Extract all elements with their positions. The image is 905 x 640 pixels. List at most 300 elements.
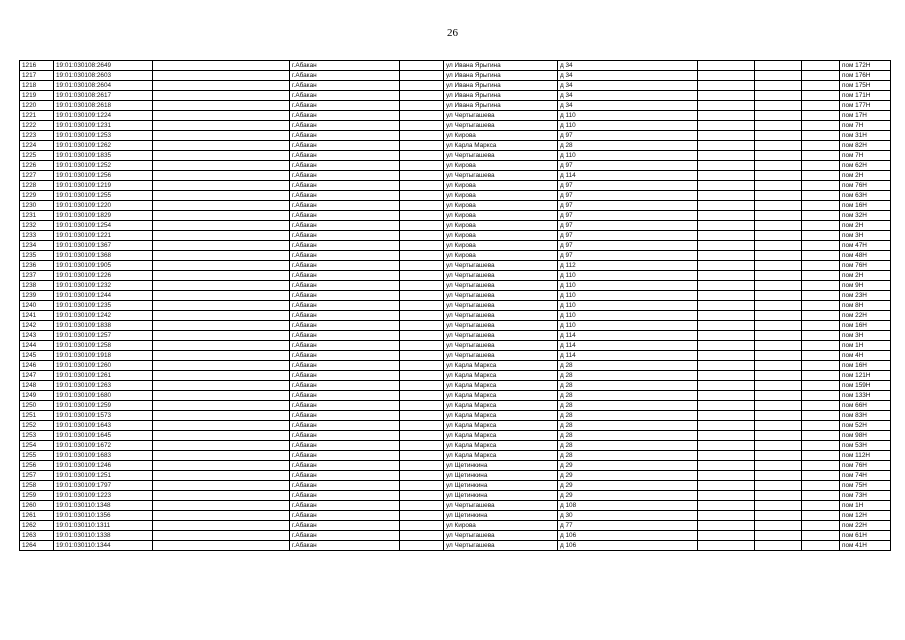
empty-cell <box>802 421 840 431</box>
cadastral-number-cell: 19:01:030109:1255 <box>54 191 153 201</box>
street-cell: ул Чертыгашева <box>444 281 558 291</box>
street-cell: ул Щетинкина <box>444 491 558 501</box>
cadastral-number-cell: 19:01:030109:1680 <box>54 391 153 401</box>
empty-cell <box>698 311 755 321</box>
empty-cell <box>153 431 290 441</box>
street-cell: ул Чертыгашева <box>444 121 558 131</box>
empty-cell <box>400 61 444 71</box>
empty-cell <box>802 451 840 461</box>
city-cell: г.Абакан <box>290 401 400 411</box>
row-number-cell: 1219 <box>20 91 54 101</box>
premises-cell: пом 75Н <box>840 481 891 491</box>
empty-cell <box>802 281 840 291</box>
empty-cell <box>153 451 290 461</box>
table-row <box>20 251 891 261</box>
empty-cell <box>755 511 802 521</box>
street-cell: ул Ивана Ярыгина <box>444 61 558 71</box>
premises-cell: пом 82Н <box>840 141 891 151</box>
city-cell: г.Абакан <box>290 521 400 531</box>
cadastral-number-cell: 19:01:030108:2617 <box>54 91 153 101</box>
row-number-cell: 1228 <box>20 181 54 191</box>
empty-cell <box>755 361 802 371</box>
empty-cell <box>400 111 444 121</box>
house-cell: д 28 <box>558 401 698 411</box>
row-number-cell: 1222 <box>20 121 54 131</box>
row-number-cell: 1217 <box>20 71 54 81</box>
empty-cell <box>802 311 840 321</box>
city-cell: г.Абакан <box>290 61 400 71</box>
city-cell: г.Абакан <box>290 141 400 151</box>
cadastral-number-cell: 19:01:030109:1244 <box>54 291 153 301</box>
empty-cell <box>802 231 840 241</box>
empty-cell <box>698 391 755 401</box>
cadastral-number-cell: 19:01:030110:1338 <box>54 531 153 541</box>
empty-cell <box>153 511 290 521</box>
empty-cell <box>153 351 290 361</box>
street-cell: ул Кирова <box>444 161 558 171</box>
empty-cell <box>153 301 290 311</box>
city-cell: г.Абакан <box>290 131 400 141</box>
empty-cell <box>755 211 802 221</box>
empty-cell <box>400 71 444 81</box>
city-cell: г.Абакан <box>290 311 400 321</box>
empty-cell <box>755 291 802 301</box>
row-number-cell: 1260 <box>20 501 54 511</box>
empty-cell <box>802 431 840 441</box>
city-cell: г.Абакан <box>290 71 400 81</box>
premises-cell: пом 8Н <box>840 301 891 311</box>
city-cell: г.Абакан <box>290 421 400 431</box>
empty-cell <box>802 491 840 501</box>
city-cell: г.Абакан <box>290 231 400 241</box>
empty-cell <box>400 211 444 221</box>
empty-cell <box>400 531 444 541</box>
house-cell: д 114 <box>558 351 698 361</box>
city-cell: г.Абакан <box>290 501 400 511</box>
empty-cell <box>755 321 802 331</box>
table-row <box>20 181 891 191</box>
premises-cell: пом 12Н <box>840 511 891 521</box>
house-cell: д 28 <box>558 421 698 431</box>
empty-cell <box>698 171 755 181</box>
empty-cell <box>153 141 290 151</box>
city-cell: г.Абакан <box>290 221 400 231</box>
city-cell: г.Абакан <box>290 121 400 131</box>
premises-cell: пом 22Н <box>840 521 891 531</box>
cadastral-number-cell: 19:01:030109:1683 <box>54 451 153 461</box>
empty-cell <box>400 381 444 391</box>
table-row <box>20 351 891 361</box>
empty-cell <box>802 171 840 181</box>
premises-cell: пом 74Н <box>840 471 891 481</box>
table-row <box>20 511 891 521</box>
row-number-cell: 1238 <box>20 281 54 291</box>
row-number-cell: 1257 <box>20 471 54 481</box>
empty-cell <box>153 251 290 261</box>
empty-cell <box>698 161 755 171</box>
city-cell: г.Абакан <box>290 91 400 101</box>
premises-cell: пом 66Н <box>840 401 891 411</box>
house-cell: д 110 <box>558 281 698 291</box>
house-cell: д 97 <box>558 221 698 231</box>
house-cell: д 30 <box>558 511 698 521</box>
street-cell: ул Щетинкина <box>444 461 558 471</box>
table-row <box>20 211 891 221</box>
empty-cell <box>400 451 444 461</box>
cadastral-number-cell: 19:01:030108:2649 <box>54 61 153 71</box>
empty-cell <box>698 71 755 81</box>
empty-cell <box>400 351 444 361</box>
empty-cell <box>802 241 840 251</box>
table-row <box>20 291 891 301</box>
empty-cell <box>755 471 802 481</box>
empty-cell <box>153 191 290 201</box>
street-cell: ул Карла Маркса <box>444 411 558 421</box>
empty-cell <box>802 351 840 361</box>
empty-cell <box>755 491 802 501</box>
row-number-cell: 1264 <box>20 541 54 551</box>
city-cell: г.Абакан <box>290 201 400 211</box>
house-cell: д 110 <box>558 311 698 321</box>
street-cell: ул Кирова <box>444 231 558 241</box>
empty-cell <box>802 61 840 71</box>
street-cell: ул Кирова <box>444 211 558 221</box>
cadastral-number-cell: 19:01:030110:1344 <box>54 541 153 551</box>
premises-cell: пом 9Н <box>840 281 891 291</box>
premises-cell: пом 16Н <box>840 321 891 331</box>
empty-cell <box>400 421 444 431</box>
empty-cell <box>698 201 755 211</box>
empty-cell <box>755 351 802 361</box>
city-cell: г.Абакан <box>290 531 400 541</box>
house-cell: д 28 <box>558 431 698 441</box>
street-cell: ул Ивана Ярыгина <box>444 91 558 101</box>
city-cell: г.Абакан <box>290 251 400 261</box>
premises-cell: пом 63Н <box>840 191 891 201</box>
cadastral-number-cell: 19:01:030109:1252 <box>54 161 153 171</box>
city-cell: г.Абакан <box>290 361 400 371</box>
cadastral-number-cell: 19:01:030110:1356 <box>54 511 153 521</box>
house-cell: д 97 <box>558 161 698 171</box>
house-cell: д 34 <box>558 91 698 101</box>
row-number-cell: 1247 <box>20 371 54 381</box>
table-row <box>20 81 891 91</box>
empty-cell <box>802 71 840 81</box>
row-number-cell: 1225 <box>20 151 54 161</box>
premises-cell: пом 53Н <box>840 441 891 451</box>
table-row <box>20 441 891 451</box>
empty-cell <box>400 181 444 191</box>
street-cell: ул Карла Маркса <box>444 141 558 151</box>
empty-cell <box>755 91 802 101</box>
street-cell: ул Карла Маркса <box>444 401 558 411</box>
empty-cell <box>755 401 802 411</box>
empty-cell <box>802 331 840 341</box>
cadastral-number-cell: 19:01:030109:1838 <box>54 321 153 331</box>
empty-cell <box>153 241 290 251</box>
table-row <box>20 381 891 391</box>
empty-cell <box>755 141 802 151</box>
house-cell: д 28 <box>558 371 698 381</box>
street-cell: ул Ивана Ярыгина <box>444 71 558 81</box>
table-row <box>20 161 891 171</box>
street-cell: ул Чертыгашева <box>444 171 558 181</box>
empty-cell <box>153 161 290 171</box>
empty-cell <box>153 101 290 111</box>
table-row <box>20 471 891 481</box>
street-cell: ул Карла Маркса <box>444 381 558 391</box>
empty-cell <box>755 381 802 391</box>
empty-cell <box>802 371 840 381</box>
premises-cell: пом 47Н <box>840 241 891 251</box>
empty-cell <box>802 501 840 511</box>
table-row <box>20 431 891 441</box>
row-number-cell: 1255 <box>20 451 54 461</box>
row-number-cell: 1261 <box>20 511 54 521</box>
empty-cell <box>698 421 755 431</box>
street-cell: ул Чертыгашева <box>444 111 558 121</box>
city-cell: г.Абакан <box>290 271 400 281</box>
empty-cell <box>153 111 290 121</box>
house-cell: д 108 <box>558 501 698 511</box>
row-number-cell: 1259 <box>20 491 54 501</box>
empty-cell <box>153 81 290 91</box>
row-number-cell: 1231 <box>20 211 54 221</box>
city-cell: г.Абакан <box>290 171 400 181</box>
row-number-cell: 1240 <box>20 301 54 311</box>
house-cell: д 29 <box>558 491 698 501</box>
city-cell: г.Абакан <box>290 331 400 341</box>
table-row <box>20 141 891 151</box>
premises-cell: пом 16Н <box>840 201 891 211</box>
city-cell: г.Абакан <box>290 291 400 301</box>
premises-cell: пом 32Н <box>840 211 891 221</box>
empty-cell <box>755 331 802 341</box>
empty-cell <box>755 151 802 161</box>
row-number-cell: 1242 <box>20 321 54 331</box>
empty-cell <box>802 81 840 91</box>
city-cell: г.Абакан <box>290 451 400 461</box>
city-cell: г.Абакан <box>290 261 400 271</box>
empty-cell <box>755 391 802 401</box>
empty-cell <box>698 111 755 121</box>
cadastral-number-cell: 19:01:030109:1220 <box>54 201 153 211</box>
cadastral-number-cell: 19:01:030109:1672 <box>54 441 153 451</box>
street-cell: ул Кирова <box>444 181 558 191</box>
table-row <box>20 361 891 371</box>
table-row <box>20 61 891 71</box>
city-cell: г.Абакан <box>290 491 400 501</box>
cadastral-number-cell: 19:01:030109:1905 <box>54 261 153 271</box>
row-number-cell: 1248 <box>20 381 54 391</box>
empty-cell <box>698 411 755 421</box>
empty-cell <box>400 81 444 91</box>
empty-cell <box>400 541 444 551</box>
premises-cell: пом 2Н <box>840 221 891 231</box>
city-cell: г.Абакан <box>290 371 400 381</box>
cadastral-number-cell: 19:01:030109:1242 <box>54 311 153 321</box>
empty-cell <box>698 131 755 141</box>
cadastral-number-cell: 19:01:030109:1219 <box>54 181 153 191</box>
table-row <box>20 371 891 381</box>
table-row <box>20 201 891 211</box>
empty-cell <box>153 121 290 131</box>
empty-cell <box>153 521 290 531</box>
empty-cell <box>153 341 290 351</box>
cadastral-number-cell: 19:01:030109:1258 <box>54 341 153 351</box>
cadastral-number-cell: 19:01:030109:1829 <box>54 211 153 221</box>
premises-cell: пом 2Н <box>840 171 891 181</box>
empty-cell <box>698 231 755 241</box>
empty-cell <box>400 101 444 111</box>
empty-cell <box>802 111 840 121</box>
empty-cell <box>755 101 802 111</box>
empty-cell <box>698 281 755 291</box>
house-cell: д 97 <box>558 211 698 221</box>
empty-cell <box>153 181 290 191</box>
empty-cell <box>400 401 444 411</box>
empty-cell <box>698 341 755 351</box>
table-row <box>20 241 891 251</box>
cadastral-number-cell: 19:01:030110:1311 <box>54 521 153 531</box>
empty-cell <box>153 71 290 81</box>
empty-cell <box>400 361 444 371</box>
empty-cell <box>698 541 755 551</box>
city-cell: г.Абакан <box>290 181 400 191</box>
house-cell: д 97 <box>558 201 698 211</box>
empty-cell <box>400 521 444 531</box>
empty-cell <box>153 531 290 541</box>
cadastral-number-cell: 19:01:030109:1221 <box>54 231 153 241</box>
row-number-cell: 1253 <box>20 431 54 441</box>
empty-cell <box>698 491 755 501</box>
cadastral-number-cell: 19:01:030109:1226 <box>54 271 153 281</box>
table-row <box>20 481 891 491</box>
house-cell: д 28 <box>558 391 698 401</box>
empty-cell <box>755 251 802 261</box>
premises-cell: пом 121Н <box>840 371 891 381</box>
street-cell: ул Чертыгашева <box>444 501 558 511</box>
street-cell: ул Кирова <box>444 251 558 261</box>
cadastral-number-cell: 19:01:030109:1573 <box>54 411 153 421</box>
house-cell: д 34 <box>558 81 698 91</box>
premises-cell: пом 176Н <box>840 71 891 81</box>
empty-cell <box>698 121 755 131</box>
house-cell: д 110 <box>558 271 698 281</box>
city-cell: г.Абакан <box>290 381 400 391</box>
table-row <box>20 111 891 121</box>
city-cell: г.Абакан <box>290 481 400 491</box>
table-row <box>20 501 891 511</box>
empty-cell <box>400 481 444 491</box>
row-number-cell: 1236 <box>20 261 54 271</box>
empty-cell <box>698 471 755 481</box>
house-cell: д 110 <box>558 151 698 161</box>
house-cell: д 29 <box>558 471 698 481</box>
empty-cell <box>698 521 755 531</box>
empty-cell <box>400 291 444 301</box>
row-number-cell: 1254 <box>20 441 54 451</box>
street-cell: ул Карла Маркса <box>444 371 558 381</box>
empty-cell <box>400 441 444 451</box>
house-cell: д 97 <box>558 191 698 201</box>
premises-cell: пом 22Н <box>840 311 891 321</box>
city-cell: г.Абакан <box>290 111 400 121</box>
empty-cell <box>698 191 755 201</box>
street-cell: ул Кирова <box>444 241 558 251</box>
table-row <box>20 131 891 141</box>
street-cell: ул Карла Маркса <box>444 421 558 431</box>
premises-cell: пом 159Н <box>840 381 891 391</box>
empty-cell <box>698 211 755 221</box>
table-row <box>20 321 891 331</box>
street-cell: ул Карла Маркса <box>444 441 558 451</box>
house-cell: д 97 <box>558 131 698 141</box>
empty-cell <box>698 461 755 471</box>
empty-cell <box>698 241 755 251</box>
empty-cell <box>400 461 444 471</box>
empty-cell <box>755 121 802 131</box>
empty-cell <box>400 371 444 381</box>
row-number-cell: 1250 <box>20 401 54 411</box>
premises-cell: пом 83Н <box>840 411 891 421</box>
empty-cell <box>153 471 290 481</box>
empty-cell <box>400 271 444 281</box>
premises-cell: пом 4Н <box>840 351 891 361</box>
empty-cell <box>400 471 444 481</box>
empty-cell <box>153 501 290 511</box>
empty-cell <box>153 381 290 391</box>
cadastral-number-cell: 19:01:030109:1262 <box>54 141 153 151</box>
house-cell: д 110 <box>558 121 698 131</box>
city-cell: г.Абакан <box>290 461 400 471</box>
premises-cell: пом 41Н <box>840 541 891 551</box>
empty-cell <box>755 481 802 491</box>
empty-cell <box>802 141 840 151</box>
row-number-cell: 1237 <box>20 271 54 281</box>
empty-cell <box>802 471 840 481</box>
empty-cell <box>400 171 444 181</box>
empty-cell <box>698 511 755 521</box>
empty-cell <box>153 261 290 271</box>
table-row <box>20 311 891 321</box>
empty-cell <box>153 151 290 161</box>
house-cell: д 110 <box>558 321 698 331</box>
city-cell: г.Абакан <box>290 391 400 401</box>
empty-cell <box>802 461 840 471</box>
empty-cell <box>400 261 444 271</box>
row-number-cell: 1218 <box>20 81 54 91</box>
empty-cell <box>698 151 755 161</box>
premises-cell: пом 2Н <box>840 271 891 281</box>
house-cell: д 110 <box>558 111 698 121</box>
empty-cell <box>755 201 802 211</box>
premises-cell: пом 48Н <box>840 251 891 261</box>
premises-cell: пом 1Н <box>840 501 891 511</box>
empty-cell <box>755 541 802 551</box>
empty-cell <box>153 441 290 451</box>
empty-cell <box>755 111 802 121</box>
row-number-cell: 1220 <box>20 101 54 111</box>
house-cell: д 97 <box>558 181 698 191</box>
empty-cell <box>755 461 802 471</box>
empty-cell <box>802 291 840 301</box>
premises-cell: пом 3Н <box>840 331 891 341</box>
empty-cell <box>400 501 444 511</box>
empty-cell <box>755 131 802 141</box>
empty-cell <box>755 431 802 441</box>
row-number-cell: 1239 <box>20 291 54 301</box>
